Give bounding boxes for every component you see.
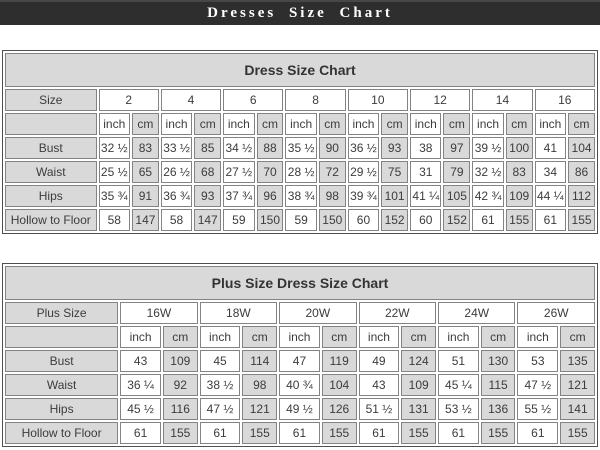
table-title: Dress Size Chart [5,53,595,87]
unit-inch-cell: inch [535,113,566,135]
measurement-value-cell: 152 [443,209,470,231]
unit-inch-cell: inch [285,113,316,135]
measurement-value-cell: 43 [359,374,400,396]
measurement-value-cell: 45 ½ [120,398,161,420]
measurement-value-cell: 155 [322,422,357,444]
measurement-value-cell: 38 [410,137,441,159]
size-value-cell: 10 [348,89,408,111]
measurement-value-cell: 32 ½ [472,161,503,183]
measurement-value-cell: 141 [560,398,595,420]
unit-cm-cell: cm [568,113,595,135]
measurement-value-cell: 60 [410,209,441,231]
measurement-value-cell: 61 [517,422,558,444]
measurement-value-cell: 29 ½ [348,161,379,183]
measurement-value-cell: 34 ½ [223,137,254,159]
measurement-value-cell: 39 ¾ [348,185,379,207]
measurement-value-cell: 112 [568,185,595,207]
unit-cm-cell: cm [322,326,357,348]
measurement-label-cell: Hollow to Floor [5,422,118,444]
measurement-value-cell: 45 ¼ [438,374,479,396]
measurement-value-cell: 37 ¾ [223,185,254,207]
measurement-value-cell: 150 [257,209,284,231]
measurement-value-cell: 75 [381,161,408,183]
measurement-label-cell: Bust [5,137,97,159]
measurement-value-cell: 35 ¾ [99,185,130,207]
measurement-row [5,137,595,159]
measurement-row [5,350,595,372]
measurement-label-cell: Hips [5,398,118,420]
plus-size-dress-size-chart-table [2,263,598,447]
measurement-value-cell: 47 [279,350,320,372]
measurement-value-cell: 53 [517,350,558,372]
measurement-value-cell: 115 [481,374,516,396]
measurement-value-cell: 92 [163,374,198,396]
measurement-label-cell: Hips [5,185,97,207]
measurement-value-cell: 96 [257,185,284,207]
measurement-value-cell: 49 [359,350,400,372]
unit-cm-cell: cm [506,113,533,135]
measurement-value-cell: 101 [381,185,408,207]
unit-cm-cell: cm [381,113,408,135]
page-header-bar [0,0,600,25]
measurement-value-cell: 155 [401,422,436,444]
measurement-value-cell: 116 [163,398,198,420]
measurement-value-cell: 47 ½ [517,374,558,396]
measurement-value-cell: 147 [132,209,159,231]
unit-cm-cell: cm [319,113,346,135]
measurement-value-cell: 152 [381,209,408,231]
measurement-value-cell: 43 [120,350,161,372]
measurement-value-cell: 97 [443,137,470,159]
measurement-value-cell: 104 [568,137,595,159]
measurement-value-cell: 90 [319,137,346,159]
measurement-value-cell: 61 [535,209,566,231]
measurement-value-cell: 93 [381,137,408,159]
measurement-value-cell: 55 ½ [517,398,558,420]
unit-cm-cell: cm [163,326,198,348]
unit-spacer-cell [5,326,118,348]
measurement-value-cell: 61 [359,422,400,444]
measurement-value-cell: 51 [438,350,479,372]
measurement-value-cell: 60 [348,209,379,231]
measurement-value-cell: 61 [279,422,320,444]
measurement-value-cell: 124 [401,350,436,372]
measurement-value-cell: 121 [242,398,277,420]
unit-cm-cell: cm [257,113,284,135]
measurement-value-cell: 155 [163,422,198,444]
measurement-value-cell: 98 [319,185,346,207]
measurement-value-cell: 40 ¾ [279,374,320,396]
measurement-value-cell: 93 [194,185,221,207]
measurement-row [5,209,595,231]
unit-inch-cell: inch [161,113,192,135]
unit-cm-cell: cm [242,326,277,348]
measurement-value-cell: 70 [257,161,284,183]
measurement-row [5,398,595,420]
measurement-value-cell: 100 [506,137,533,159]
measurement-value-cell: 83 [132,137,159,159]
size-value-cell: 24W [438,302,515,324]
dress-size-chart-table [2,50,598,234]
measurement-value-cell: 41 [535,137,566,159]
measurement-value-cell: 135 [560,350,595,372]
measurement-value-cell: 33 ½ [161,137,192,159]
size-value-cell: 14 [472,89,532,111]
measurement-value-cell: 61 [438,422,479,444]
page-title: Dresses Size Chart [207,5,393,21]
measurement-value-cell: 61 [200,422,241,444]
measurement-value-cell: 155 [568,209,595,231]
measurement-value-cell: 83 [506,161,533,183]
unit-inch-cell: inch [359,326,400,348]
size-value-cell: 16W [120,302,197,324]
measurement-value-cell: 32 ½ [99,137,130,159]
measurement-label-cell: Bust [5,350,118,372]
unit-spacer-cell [5,113,97,135]
measurement-row [5,161,595,183]
size-value-cell: 20W [279,302,356,324]
measurement-value-cell: 155 [242,422,277,444]
table-title: Plus Size Dress Size Chart [5,266,595,300]
unit-inch-cell: inch [120,326,161,348]
measurement-value-cell: 28 ½ [285,161,316,183]
size-label-cell: Plus Size [5,302,118,324]
measurement-value-cell: 53 ½ [438,398,479,420]
measurement-value-cell: 31 [410,161,441,183]
measurement-value-cell: 36 ¾ [161,185,192,207]
measurement-value-cell: 114 [242,350,277,372]
measurement-value-cell: 39 ½ [472,137,503,159]
measurement-value-cell: 65 [132,161,159,183]
measurement-value-cell: 85 [194,137,221,159]
size-table [3,51,597,233]
measurement-value-cell: 27 ½ [223,161,254,183]
unit-inch-cell: inch [279,326,320,348]
measurement-label-cell: Waist [5,161,97,183]
unit-cm-cell: cm [481,326,516,348]
measurement-value-cell: 109 [163,350,198,372]
measurement-value-cell: 136 [481,398,516,420]
measurement-value-cell: 47 ½ [200,398,241,420]
unit-cm-cell: cm [194,113,221,135]
unit-inch-cell: inch [99,113,130,135]
unit-cm-cell: cm [401,326,436,348]
measurement-row [5,374,595,396]
size-value-cell: 12 [410,89,470,111]
measurement-value-cell: 26 ½ [161,161,192,183]
measurement-value-cell: 49 ½ [279,398,320,420]
measurement-value-cell: 51 ½ [359,398,400,420]
measurement-value-cell: 45 [200,350,241,372]
size-value-cell: 4 [161,89,221,111]
unit-cm-cell: cm [560,326,595,348]
measurement-value-cell: 155 [560,422,595,444]
measurement-value-cell: 59 [223,209,254,231]
size-value-cell: 2 [99,89,159,111]
size-value-cell: 16 [535,89,595,111]
size-value-cell: 6 [223,89,283,111]
size-value-cell: 26W [517,302,595,324]
measurement-value-cell: 72 [319,161,346,183]
measurement-value-cell: 41 ¼ [410,185,441,207]
measurement-value-cell: 155 [481,422,516,444]
measurement-value-cell: 131 [401,398,436,420]
measurement-value-cell: 44 ¼ [535,185,566,207]
measurement-value-cell: 58 [161,209,192,231]
measurement-value-cell: 61 [472,209,503,231]
measurement-value-cell: 59 [285,209,316,231]
unit-inch-cell: inch [348,113,379,135]
measurement-label-cell: Hollow to Floor [5,209,97,231]
measurement-value-cell: 105 [443,185,470,207]
measurement-value-cell: 98 [242,374,277,396]
measurement-value-cell: 58 [99,209,130,231]
measurement-value-cell: 42 ¾ [472,185,503,207]
measurement-value-cell: 36 ¼ [120,374,161,396]
measurement-value-cell: 109 [506,185,533,207]
measurement-value-cell: 38 ¾ [285,185,316,207]
unit-inch-cell: inch [438,326,479,348]
unit-inch-cell: inch [410,113,441,135]
measurement-value-cell: 86 [568,161,595,183]
unit-inch-cell: inch [223,113,254,135]
measurement-value-cell: 35 ½ [285,137,316,159]
measurement-value-cell: 61 [120,422,161,444]
unit-inch-cell: inch [200,326,241,348]
measurement-row [5,185,595,207]
measurement-value-cell: 25 ½ [99,161,130,183]
measurement-row [5,422,595,444]
measurement-value-cell: 130 [481,350,516,372]
measurement-value-cell: 147 [194,209,221,231]
measurement-value-cell: 155 [506,209,533,231]
measurement-value-cell: 121 [560,374,595,396]
measurement-value-cell: 104 [322,374,357,396]
measurement-value-cell: 38 ½ [200,374,241,396]
unit-cm-cell: cm [132,113,159,135]
measurement-value-cell: 79 [443,161,470,183]
measurement-value-cell: 126 [322,398,357,420]
measurement-value-cell: 91 [132,185,159,207]
measurement-value-cell: 36 ½ [348,137,379,159]
size-table [3,264,597,446]
size-charts-container [0,50,600,447]
measurement-value-cell: 68 [194,161,221,183]
unit-inch-cell: inch [517,326,558,348]
size-value-cell: 22W [359,302,436,324]
measurement-value-cell: 34 [535,161,566,183]
measurement-value-cell: 119 [322,350,357,372]
measurement-value-cell: 88 [257,137,284,159]
measurement-value-cell: 109 [401,374,436,396]
measurement-label-cell: Waist [5,374,118,396]
unit-inch-cell: inch [472,113,503,135]
size-value-cell: 8 [285,89,345,111]
size-label-cell: Size [5,89,97,111]
measurement-value-cell: 150 [319,209,346,231]
unit-cm-cell: cm [443,113,470,135]
size-value-cell: 18W [200,302,277,324]
